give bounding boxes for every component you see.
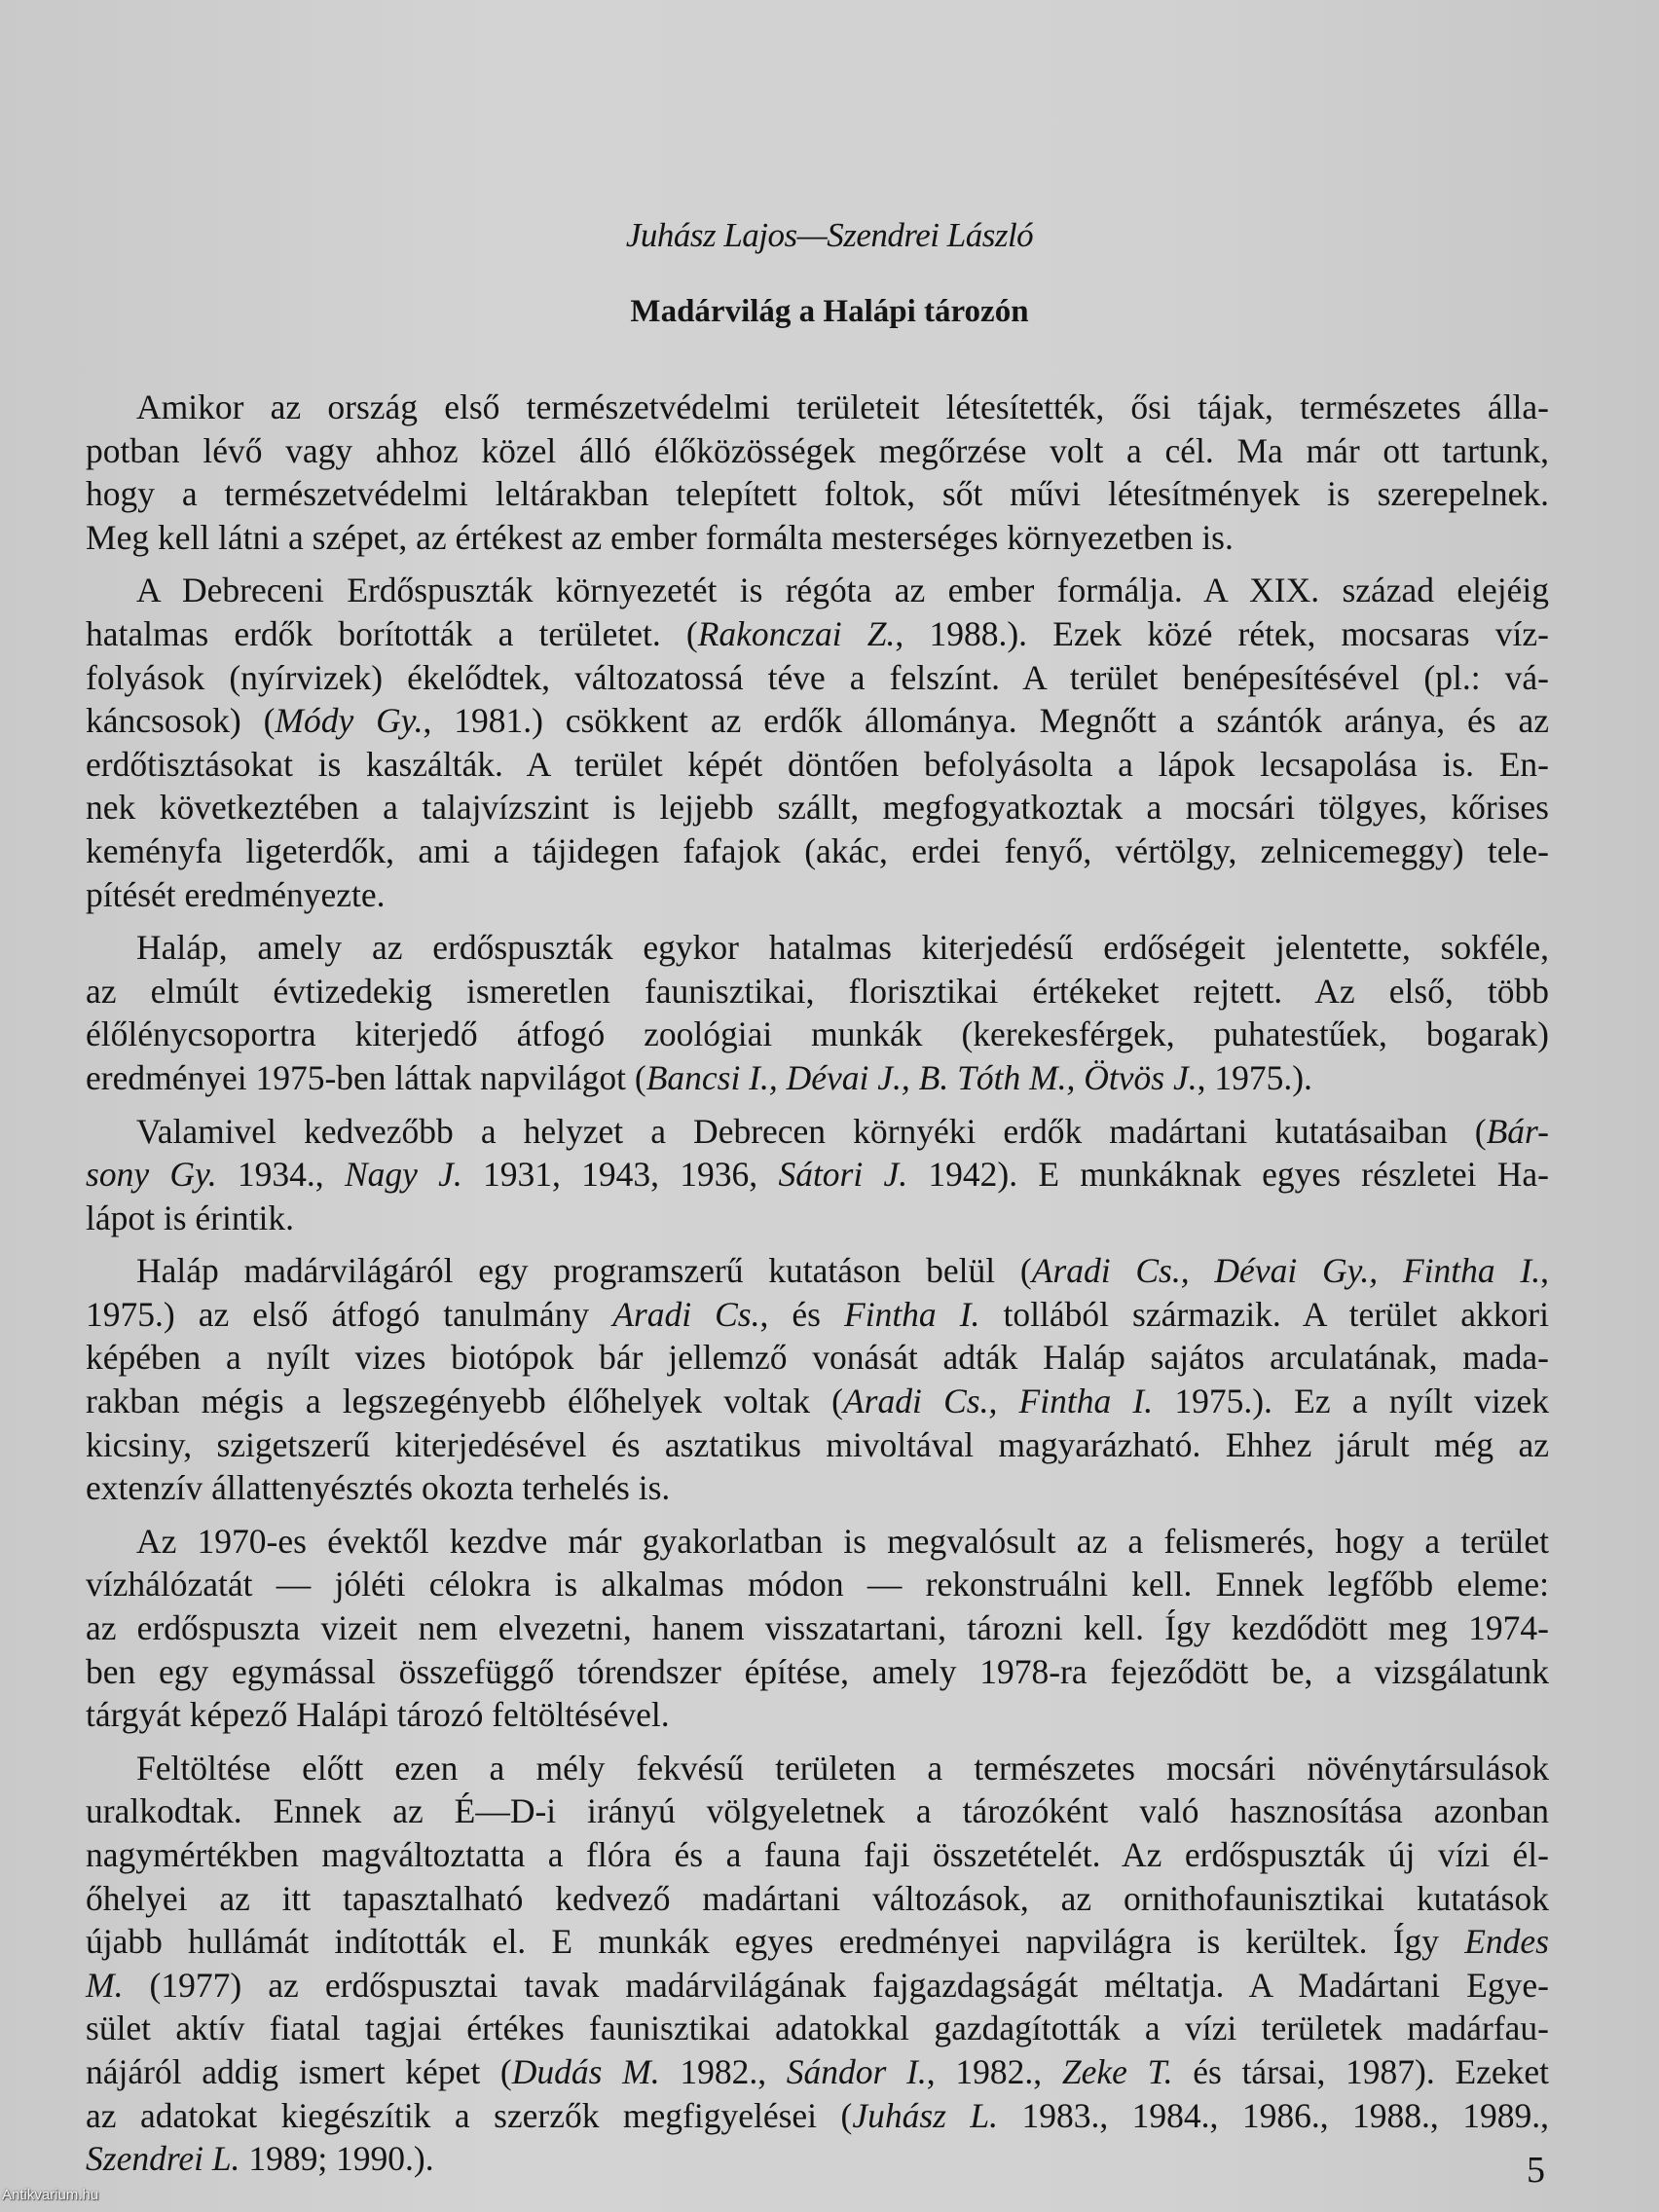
text-segment: őhelyei az itt tapasztalható kedvező madártani változások, az ornithofaunisztikai kutatások: [86, 1878, 1549, 1918]
page-number: 5: [1527, 2150, 1545, 2191]
citation-name: Fintha I.: [844, 1294, 980, 1334]
text-line: [86, 970, 1549, 1014]
text-line: [86, 830, 1549, 873]
text-segment: 1934.,: [216, 1155, 345, 1195]
text-line: [86, 1056, 1549, 1100]
text-segment: az elmúlt évtizedekig ismeretlen faunisztikai, florisztikai értékeket rejtett. Az első, több: [86, 971, 1549, 1011]
text-line: [86, 516, 1549, 560]
citation-name: Aradi Cs.: [612, 1294, 760, 1334]
article-title: Madárvilág a Halápi tározón: [630, 294, 1029, 329]
paragraph: [86, 386, 1549, 559]
text-line: [86, 1693, 1549, 1737]
text-line: [86, 1833, 1549, 1877]
text-line: [86, 743, 1549, 787]
paragraph: [86, 569, 1549, 916]
text-segment: , 1975.).: [1197, 1057, 1312, 1097]
text-segment: , 1982.,: [926, 2051, 1062, 2091]
text-line: [86, 1013, 1549, 1056]
text-segment: vízhálózatát — jóléti célokra is alkalmas módon — rekonstruálni kell. Ennek legfőbb eleme:: [86, 1565, 1549, 1604]
text-segment: potban lévő vagy ahhoz közel álló élőközösségek megőrzése volt a cél. Ma már ott tartunk,: [86, 430, 1549, 470]
text-segment: Amikor az ország első természetvédelmi területeit létesítették, ősi tájak, természetes álla-: [136, 387, 1549, 426]
text-line: [86, 656, 1549, 700]
citation-name: M.: [86, 1965, 124, 2005]
text-segment: ,: [1540, 1251, 1549, 1291]
citation-name: Bancsi I., Dévai J., B. Tóth M., Ötvös J.: [645, 1057, 1198, 1097]
text-segment: , 1981.) csökkent az erdők állománya. Megnőtt a szántók aránya, és az: [423, 701, 1550, 741]
citation-name: Nagy J.: [344, 1155, 462, 1195]
citation-name: Endes: [1464, 1922, 1549, 1962]
text-line: [86, 1650, 1549, 1694]
text-segment: 1975.) az első átfogó tanulmány: [86, 1294, 613, 1334]
text-segment: Haláp madárvilágáról egy programszerű kutatáson belül (: [136, 1251, 1032, 1291]
text-segment: 1942). E munkáknak egyes részletei Ha-: [907, 1155, 1549, 1195]
text-segment: hogy a természetvédelmi leltárakban telepített foltok, sőt művi létesítmények is szerepelnek.: [86, 474, 1549, 514]
watermark: Antikvarium.hu: [2, 2187, 99, 2203]
article-authors: Juhász Lajos—Szendrei László: [625, 216, 1034, 254]
text-segment: ben egy egymással összefüggő tórendszer építése, amely 1978-ra fejeződött be, a vizsgálatunk: [86, 1651, 1549, 1691]
text-line: [86, 1920, 1549, 1964]
text-line: [86, 1336, 1549, 1380]
text-segment: folyások (nyírvizek) ékelődtek, változatossá téve a felszínt. A terület benépesítésével (pl.: vá-: [86, 657, 1549, 697]
text-segment: (1977) az erdőspusztai tavak madárvilágának fajgazdagságát méltatja. A Madártani Egye-: [123, 1965, 1549, 2005]
text-segment: sület aktív fiatal tagjai értékes faunisztikai adatokkal gazdagították a vízi területek madárfau-: [86, 2009, 1549, 2048]
text-segment: 1983., 1984., 1986., 1988., 1989.,: [998, 2095, 1549, 2135]
text-segment: és társai, 1987). Ezeket: [1172, 2051, 1550, 2091]
text-line: [86, 1877, 1549, 1921]
text-segment: 1975.). Ez a nyílt vizek: [1153, 1382, 1549, 1421]
text-line: [86, 1964, 1549, 2008]
text-segment: 1931, 1943, 1936,: [461, 1155, 779, 1195]
text-line: [86, 1563, 1549, 1606]
text-segment: A Debreceni Erdőspuszták környezetét is régóta az ember formálja. A XIX. század elejéig: [136, 571, 1549, 610]
citation-name: Dudás M.: [511, 2051, 660, 2091]
citation-name: Módy Gy.: [275, 701, 424, 741]
text-line: [86, 873, 1549, 917]
text-segment: Meg kell látni a szépet, az értékest az ember formálta mesterséges környezetben is.: [86, 517, 1234, 557]
text-segment: hatalmas erdők borították a területet. (: [86, 613, 698, 653]
text-line: [86, 386, 1549, 429]
text-segment: Valamivel kedvezőbb a helyzet a Debrecen környéki erdők madártani kutatásaiban (: [136, 1111, 1487, 1151]
text-line: [86, 569, 1549, 612]
text-line: [86, 699, 1549, 743]
text-line: [86, 2094, 1549, 2138]
text-segment: eredményei 1975-ben láttak napvilágot (: [86, 1057, 646, 1097]
text-segment: nájáról addig ismert képet (: [86, 2051, 512, 2091]
text-segment: Az 1970-es évektől kezdve már gyakorlatban is megvalósult az a felismerés, hogy a terület: [136, 1521, 1549, 1561]
citation-name: Rakonczai Z.: [697, 613, 896, 653]
text-line: [86, 1606, 1549, 1650]
text-segment: tárgyát képező Halápi tározó feltöltésével.: [86, 1695, 670, 1735]
text-segment: képében a nyílt vizes biotópok bár jellemző vonását adták Haláp sajátos arculatának, mada-: [86, 1338, 1549, 1378]
text-line: [86, 2137, 1549, 2181]
text-segment: tollából származik. A terület akkori: [979, 1294, 1549, 1334]
text-line: [86, 612, 1549, 656]
text-segment: az adatokat kiegészítik a szerzők megfigyelései (: [86, 2095, 853, 2135]
text-segment: pítését eredményezte.: [86, 874, 386, 914]
text-line: [86, 472, 1549, 516]
citation-name: Bár-: [1486, 1111, 1549, 1151]
text-line: [86, 1466, 1549, 1510]
text-segment: 1989; 1990.).: [240, 2139, 434, 2179]
text-segment: , és: [759, 1294, 845, 1334]
text-line: [86, 1110, 1549, 1154]
text-segment: rakban mégis a legszegényebb élőhelyek voltak (: [86, 1382, 843, 1421]
paragraph: [86, 1110, 1549, 1240]
text-line: [86, 1423, 1549, 1467]
citation-name: Aradi Cs., Dévai Gy., Fintha I.: [1031, 1251, 1541, 1291]
text-segment: extenzív állattenyésztés okozta terhelés is.: [86, 1468, 671, 1508]
text-segment: , 1988.). Ezek közé rétek, mocsaras víz-: [895, 613, 1549, 653]
text-line: [86, 926, 1549, 970]
citation-name: sony Gy.: [86, 1155, 217, 1195]
text-line: [86, 1747, 1549, 1790]
text-line: [86, 2050, 1549, 2094]
citation-name: Sándor I.: [786, 2051, 927, 2091]
text-line: [86, 1520, 1549, 1564]
text-segment: erdőtisztásokat is kaszálták. A terület képét döntően befolyásolta a lápok lecsapolása is. En-: [86, 744, 1549, 784]
text-segment: élőlénycsoportra kiterjedő átfogó zoológiai munkák (kerekesférgek, puhatestűek, bogarak): [86, 1014, 1549, 1054]
text-line: [86, 1249, 1549, 1293]
text-line: [86, 786, 1549, 830]
text-line: [86, 1197, 1549, 1240]
text-line: [86, 1293, 1549, 1337]
text-segment: káncsosok) (: [86, 701, 276, 741]
citation-name: Sátori J.: [778, 1155, 908, 1195]
text-line: [86, 1380, 1549, 1423]
text-segment: 1982.,: [659, 2051, 787, 2091]
citation-name: Aradi Cs., Fintha I.: [843, 1382, 1154, 1421]
article-body: [86, 386, 1549, 2191]
citation-name: Juhász L.: [852, 2095, 999, 2135]
citation-name: Szendrei L.: [86, 2139, 240, 2179]
text-segment: az erdőspuszta vizeit nem elvezetni, hanem visszatartani, tározni kell. Így kezdődött meg 1974-: [86, 1608, 1549, 1648]
text-line: [86, 2007, 1549, 2050]
text-line: [86, 429, 1549, 473]
text-segment: Haláp, amely az erdőspuszták egykor hatalmas kiterjedésű erdőségeit jelentette, sokféle,: [136, 928, 1549, 968]
paragraph: [86, 1747, 1549, 2181]
paragraph: [86, 1520, 1549, 1737]
text-segment: lápot is érintik.: [86, 1198, 294, 1237]
text-segment: keményfa ligeterdők, ami a tájidegen fafajok (akác, erdei fenyő, vértölgy, zelnicemeggy) tele-: [86, 830, 1549, 870]
text-segment: nagymértékben magváltoztatta a flóra és a fauna faji összetételét. Az erdőspuszták új vízi él-: [86, 1835, 1549, 1874]
paragraph: [86, 926, 1549, 1099]
text-segment: Feltöltése előtt ezen a mély fekvésű területen a természetes mocsári növénytársulások: [136, 1748, 1549, 1788]
paragraph: [86, 1249, 1549, 1510]
citation-name: Zeke T.: [1061, 2051, 1173, 2091]
text-line: [86, 1789, 1549, 1833]
text-segment: kicsiny, szigetszerű kiterjedésével és asztatikus mivoltával magyarázható. Ehhez járult még az: [86, 1424, 1549, 1464]
text-segment: újabb hullámát indították el. E munkák egyes eredményei napvilágra is kerültek. Így: [86, 1922, 1465, 1962]
text-segment: uralkodtak. Ennek az É—D-i irányú völgyeletnek a tározóként való hasznosítása azonban: [86, 1791, 1549, 1831]
text-line: [86, 1153, 1549, 1197]
text-segment: nek következtében a talajvízszint is lejjebb szállt, megfogyatkoztak a mocsári tölgyes, kőrises: [86, 788, 1549, 828]
